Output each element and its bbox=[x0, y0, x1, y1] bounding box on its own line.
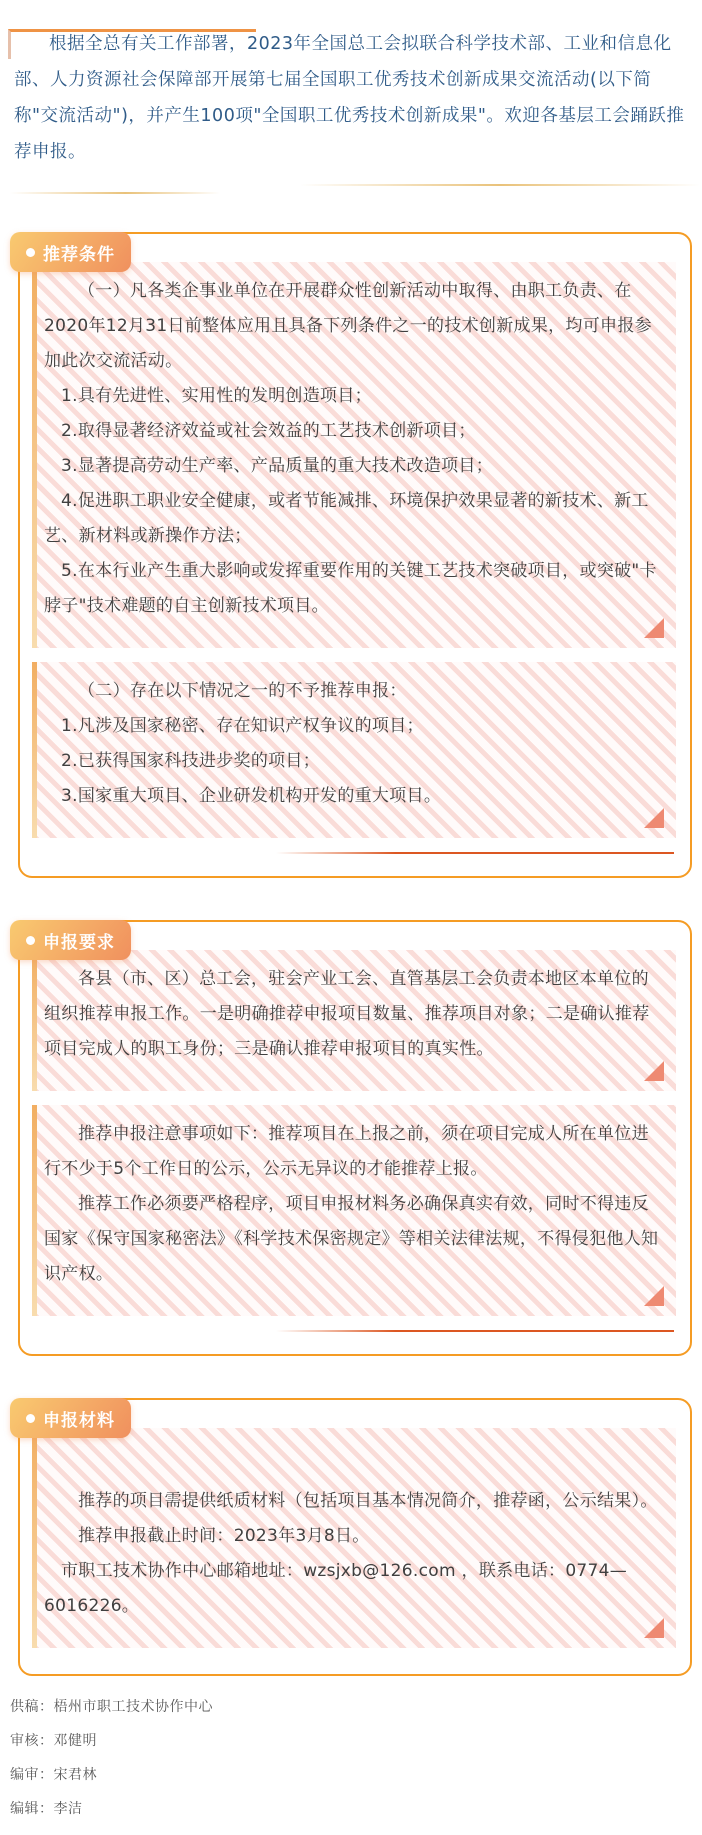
section-end-line bbox=[276, 852, 674, 854]
section-frame bbox=[18, 1398, 692, 1676]
content-box bbox=[32, 662, 676, 838]
corner-triangle-icon bbox=[644, 618, 664, 638]
content-box bbox=[32, 950, 676, 1091]
paragraph: 推荐申报注意事项如下：推荐项目在上报之前，须在项目完成人所在单位进行不少于5个工作日的公示，公示无异议的才能推荐上报。 bbox=[44, 1124, 649, 1179]
corner-triangle-icon bbox=[644, 1286, 664, 1306]
paragraph: 3.显著提高劳动生产率、产品质量的重大技术改造项目； bbox=[61, 456, 494, 476]
paragraph: 1.具有先进性、实用性的发明创造项目； bbox=[61, 386, 372, 406]
section-frame bbox=[18, 232, 692, 878]
section-frame bbox=[18, 920, 692, 1356]
section-recommendation-conditions bbox=[0, 232, 702, 878]
corner-triangle-icon bbox=[644, 808, 664, 828]
paragraph: 推荐申报截止时间：2023年3月8日。 bbox=[78, 1526, 370, 1546]
paragraph: 推荐工作必须要严格程序，项目申报材料务必确保真实有效，同时不得违反国家《保守国家秘密法》《科学技术保密规定》等相关法律法规，不得侵犯他人知识产权。 bbox=[44, 1194, 659, 1284]
section-separator bbox=[0, 180, 702, 204]
footer-line-reviewer: 审核：邓健明 bbox=[10, 1733, 97, 1749]
section-application-materials bbox=[0, 1398, 702, 1676]
footer-line-contributor: 供稿：梧州市职工技术协作中心 bbox=[10, 1699, 213, 1715]
section-title: 推荐条件 bbox=[43, 244, 115, 265]
separator-line-left bbox=[10, 192, 220, 194]
section-badge bbox=[10, 1398, 131, 1438]
bullet-dot-icon bbox=[26, 936, 35, 945]
paragraph: 4.促进职工职业安全健康，或者节能减排、环境保护效果显著的新技术、新工艺、新材料或新操作方法； bbox=[44, 491, 649, 546]
paragraph: 3.国家重大项目、企业研发机构开发的重大项目。 bbox=[61, 786, 442, 806]
bullet-dot-icon bbox=[26, 248, 35, 257]
intro-paragraph: 根据全总有关工作部署，2023年全国总工会拟联合科学技术部、工业和信息化部、人力资源社会保障部开展第七届全国职工优秀技术创新成果交流活动(以下简称"交流活动")，并产生100项"全国职工优秀技术创新成果"。欢迎各基层工会踊跃推荐申报。 bbox=[14, 34, 685, 162]
paragraph: 5.在本行业产生重大影响或发挥重要作用的关键工艺技术突破项目，或突破"卡脖子"技术难题的自主创新技术项目。 bbox=[44, 561, 657, 616]
section-badge bbox=[10, 232, 131, 272]
article-page bbox=[0, 26, 702, 1835]
paragraph: （二）存在以下情况之一的不予推荐申报： bbox=[78, 681, 407, 701]
paragraph: 各县（市、区）总工会，驻会产业工会、直管基层工会负责本地区本单位的组织推荐申报工作。一是明确推荐申报项目数量、推荐项目对象；二是确认推荐项目完成人的职工身份；三是确认推荐申报项目的真实性。 bbox=[44, 969, 650, 1059]
section-badge bbox=[10, 920, 131, 960]
content-box bbox=[32, 1428, 676, 1648]
section-title: 申报材料 bbox=[43, 1410, 115, 1431]
corner-bracket-decoration bbox=[8, 29, 256, 59]
paragraph: 推荐的项目需提供纸质材料（包括项目基本情况简介，推荐函，公示结果）。 bbox=[78, 1491, 658, 1511]
paragraph: 2.取得显著经济效益或社会效益的工艺技术创新项目； bbox=[61, 421, 476, 441]
separator-line-right bbox=[300, 184, 700, 186]
paragraph: 1.凡涉及国家秘密、存在知识产权争议的项目； bbox=[61, 716, 424, 736]
content-box bbox=[32, 262, 676, 648]
section-end-line bbox=[276, 1330, 674, 1332]
bullet-dot-icon bbox=[26, 1414, 35, 1423]
footer-credits bbox=[10, 1696, 692, 1820]
corner-triangle-icon bbox=[644, 1618, 664, 1638]
footer-line-editor: 编辑：李洁 bbox=[10, 1801, 83, 1817]
content-box bbox=[32, 1105, 676, 1316]
section-title: 申报要求 bbox=[43, 932, 115, 953]
paragraph: 2.已获得国家科技进步奖的项目； bbox=[61, 751, 321, 771]
footer-line-editor-in-chief: 编审：宋君林 bbox=[10, 1767, 97, 1783]
corner-triangle-icon bbox=[644, 1061, 664, 1081]
paragraph: 市职工技术协作中心邮箱地址：wzsjxb@126.com ，联系电话：0774—6016226。 bbox=[44, 1561, 628, 1616]
paragraph: （一）凡各类企事业单位在开展群众性创新活动中取得、由职工负责、在2020年12月31日前整体应用且具备下列条件之一的技术创新成果，均可申报参加此次交流活动。 bbox=[44, 281, 652, 371]
section-application-requirements bbox=[0, 920, 702, 1356]
